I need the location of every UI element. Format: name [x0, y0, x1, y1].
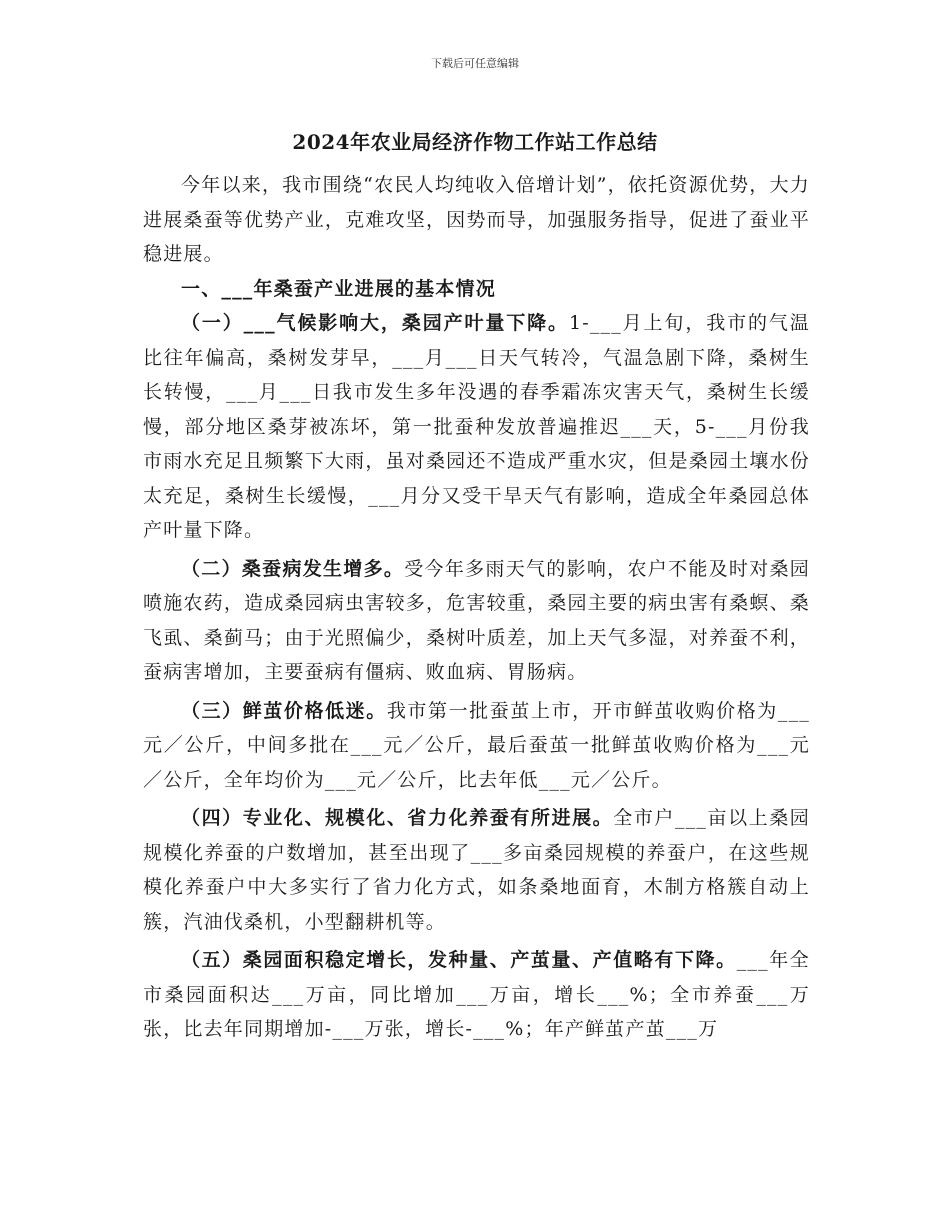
page-header-note: 下载后可任意编辑: [431, 57, 519, 70]
item-paragraph-5: [143, 943, 810, 1047]
item-text-4: 全市户___亩以上桑园规模化养蚕的户数增加，甚至出现了___多亩桑园规模的养蚕户，在这些规模化养蚕户中大多实行了省力化方式，如条桑地面育，木制方格簇自动上簇，汽油伐桑机，小型翻耕机等。: [143, 807, 811, 933]
item-text-2: 受今年多雨天气的影响，农户不能及时对桑园喷施农药，造成桑园病虫害较多，危害较重，桑园主要的病虫害有桑螟、桑飞虱、桑蓟马；由于光照偏少，桑树叶质差，加上天气多湿，对养蚕不利，蚕病害增加，主要蚕病有僵病、败血病、胃肠病。: [143, 557, 810, 683]
item-lead-1: （一）___气候影响大，桑园产叶量下降。: [181, 312, 569, 334]
item-lead-2: （二）桑蚕病发生增多。: [181, 557, 405, 580]
item-text-1: 1-___月上旬，我市的气温比往年偏高，桑树发芽早，___月___日天气转冷，气温急剧下降，桑树生长转慢，___月___日我市发生多年没遇的春季霜冻灾害天气，桑树生长缓慢，部分地区桑芽被冻坏，第一批蚕种发放普遍推迟___天，5-___月份我市雨水充足且频繁下大雨，虽对桑园还不造成严重水灾，但是桑园土壤水份太充足，桑树生长缓慢，___月分又受干旱天气有影响，造成全年桑园总体产叶量下降。: [143, 312, 810, 541]
item-paragraph-3: [143, 694, 810, 798]
document-title: 2024年农业局经济作物工作站工作总结: [292, 130, 658, 154]
item-text-5: ___年全市桑园面积达___万亩，同比增加___万亩，增长___%；全市养蚕___万张，比去年同期增加-___万张，增长-___%；年产鲜茧产茧___万: [143, 949, 810, 1040]
section-heading: 一、___年桑蚕产业进展的基本情况: [181, 277, 496, 300]
item-lead-5: （五）桑园面积稳定增长，发种量、产茧量、产值略有下降。: [181, 949, 737, 971]
document-body: [143, 168, 810, 1047]
item-paragraph-2: [143, 552, 810, 690]
intro-paragraph: 今年以来，我市围绕“农民人均纯收入倍增计划”，依托资源优势，大力进展桑蚕等优势产业，克难攻坚，因势而导，加强服务指导，促进了蚕业平稳进展。: [143, 174, 810, 265]
item-lead-4: （四）专业化、规模化、省力化养蚕有所进展。: [181, 807, 614, 829]
item-paragraph-1: [143, 306, 810, 548]
item-text-3: 我市第一批蚕茧上市，开市鲜茧收购价格为___元／公斤，中间多批在___元／公斤，最后蚕茧一批鲜茧收购价格为___元／公斤，全年均价为___元／公斤，比去年低___元／公斤。: [143, 699, 810, 791]
item-lead-3: （三）鲜茧价格低迷。: [181, 699, 387, 722]
item-paragraph-4: [143, 801, 810, 939]
